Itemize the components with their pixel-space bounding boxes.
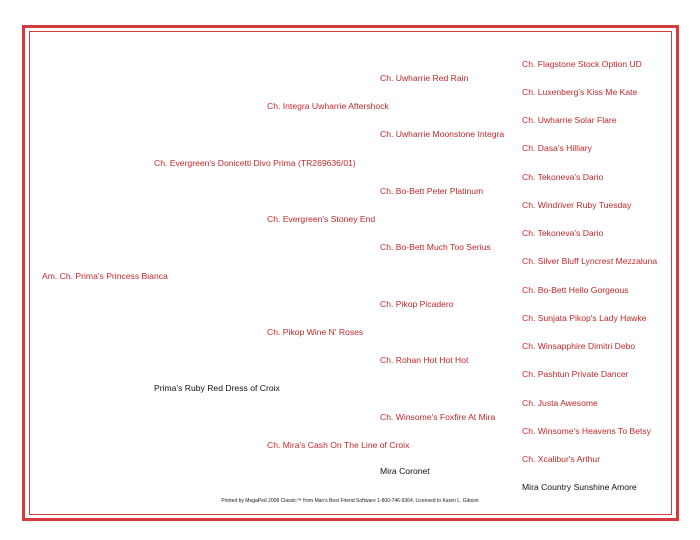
gen3-entry: Ch. Uwharrie Moonstone Integra bbox=[380, 129, 505, 139]
gen4-entry: Ch. Sunjata Pikop's Lady Hawke bbox=[522, 313, 647, 323]
gen3-entry: Ch. Bo-Bett Peter Platinum bbox=[380, 186, 484, 196]
gen4-entry: Ch. Winsapphire Dimitri Debo bbox=[522, 341, 636, 351]
gen4-entry: Ch. Winsome's Heavens To Betsy bbox=[522, 426, 652, 436]
gen4-entry: Ch. Pashtun Private Dancer bbox=[522, 369, 629, 379]
sire-dam: Ch. Evergreen's Stoney End bbox=[267, 214, 376, 224]
gen4-entry: Ch. Flagstone Stock Option UD bbox=[522, 59, 642, 69]
gen4-entry: Ch. Tekoneva's Dario bbox=[522, 228, 604, 238]
subject-dog: Am. Ch. Prima's Princess Bianca bbox=[42, 271, 168, 281]
sire-sire: Ch. Integra Uwharrie Aftershock bbox=[267, 101, 389, 111]
gen4-entry: Ch. Justa Awesome bbox=[522, 398, 598, 408]
printed-by-footer: Printed by MegaPed 2008 Classic™ from Man's Best Friend Software 1-800-746-9364, Licensed to Karen L. Gibson bbox=[221, 498, 479, 504]
gen4-entry: Ch. Bo-Bett Hello Gorgeous bbox=[522, 285, 629, 295]
gen4-entry: Mira Country Sunshine Amore bbox=[522, 482, 637, 492]
gen4-entry: Ch. Dasa's Hilliary bbox=[522, 143, 592, 153]
gen4-entry: Ch. Xcalibur's Arthur bbox=[522, 454, 601, 464]
gen4-entry: Ch. Uwharrie Solar Flare bbox=[522, 115, 617, 125]
gen4-entry: Ch. Tekoneva's Dario bbox=[522, 172, 604, 182]
gen3-entry: Mira Coronet bbox=[380, 466, 430, 476]
dam-sire: Ch. Pikop Wine N' Roses bbox=[267, 327, 364, 337]
dam-dam: Ch. Mira's Cash On The Line of Croix bbox=[267, 440, 410, 450]
gen3-entry: Ch. Uwharrie Red Rain bbox=[380, 73, 469, 83]
gen3-entry: Ch. Pikop Picadero bbox=[380, 299, 454, 309]
gen3-entry: Ch. Rohan Hot Hot Hot bbox=[380, 355, 469, 365]
gen3-entry: Ch. Bo-Bett Much Too Serius bbox=[380, 242, 491, 252]
gen3-entry: Ch. Winsome's Foxfire At Mira bbox=[380, 412, 496, 422]
gen4-entry: Ch. Silver Bluff Lyncrest Mezzaluna bbox=[522, 256, 658, 266]
dam: Prima's Ruby Red Dress of Croix bbox=[154, 383, 280, 393]
gen4-entry: Ch. Luxenberg's Kiss Me Kate bbox=[522, 87, 638, 97]
gen4-entry: Ch. Windriver Ruby Tuesday bbox=[522, 200, 632, 210]
sire: Ch. Evergreen's Donicetti Divo Prima (TR269636/01) bbox=[154, 158, 356, 168]
